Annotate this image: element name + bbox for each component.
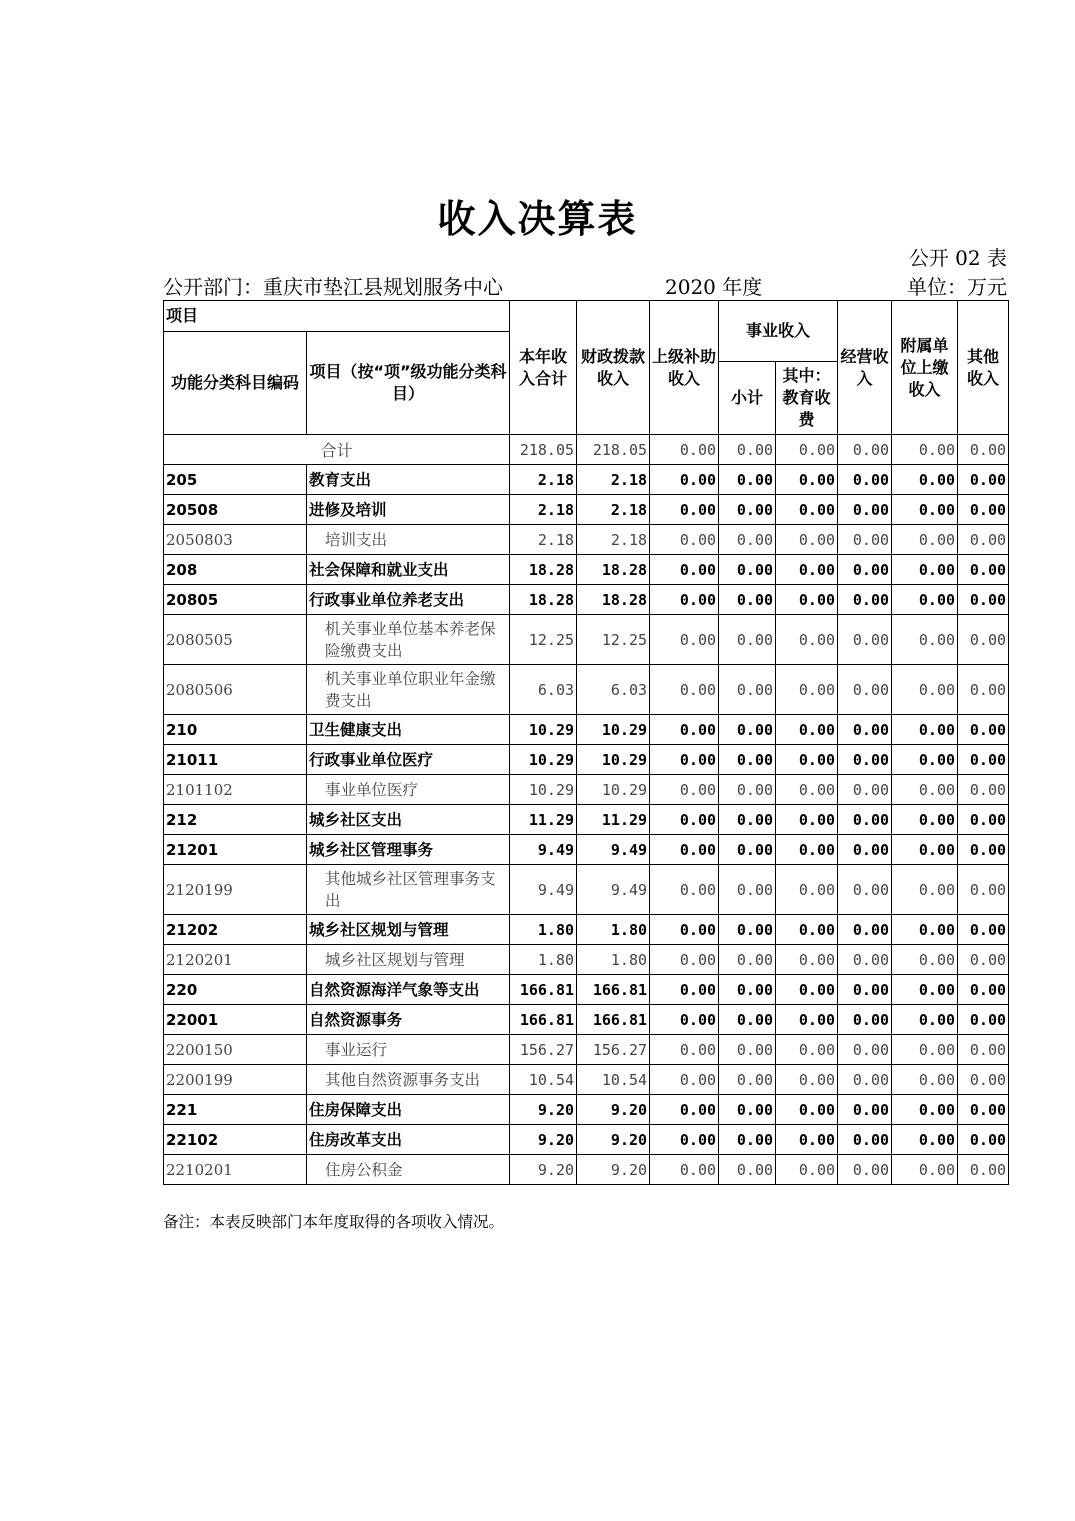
row-edu-fee: 0.00 (776, 1005, 838, 1035)
row-affiliated: 0.00 (892, 865, 958, 915)
row-code: 208 (164, 555, 307, 585)
header-other: 其他收入 (958, 301, 1009, 435)
row-edu-fee: 0.00 (776, 945, 838, 975)
row-superior-subsidy: 0.00 (650, 775, 719, 805)
table-row (164, 1005, 1009, 1035)
row-other: 0.00 (958, 835, 1009, 865)
row-code: 20508 (164, 495, 307, 525)
row-subtotal: 0.00 (719, 865, 776, 915)
row-total-income: 10.29 (510, 775, 577, 805)
row-other: 0.00 (958, 555, 1009, 585)
row-fiscal: 10.29 (577, 745, 650, 775)
row-superior-subsidy: 0.00 (650, 1065, 719, 1095)
row-code: 21011 (164, 745, 307, 775)
table-row (164, 1035, 1009, 1065)
row-other: 0.00 (958, 715, 1009, 745)
row-subtotal: 0.00 (719, 465, 776, 495)
row-fiscal: 10.54 (577, 1065, 650, 1095)
row-name: 自然资源海洋气象等支出 (307, 975, 510, 1005)
row-affiliated: 0.00 (892, 615, 958, 665)
row-name: 其他城乡社区管理事务支出 (307, 865, 510, 915)
row-operating: 0.00 (838, 1035, 892, 1065)
row-edu-fee: 0.00 (776, 585, 838, 615)
row-code: 2200199 (164, 1065, 307, 1095)
row-other: 0.00 (958, 1065, 1009, 1095)
header-total-income: 本年收入合计 (510, 301, 577, 435)
row-fiscal: 166.81 (577, 975, 650, 1005)
row-other: 0.00 (958, 665, 1009, 715)
total-operating: 0.00 (838, 435, 892, 465)
row-edu-fee: 0.00 (776, 805, 838, 835)
row-operating: 0.00 (838, 835, 892, 865)
row-name: 其他自然资源事务支出 (307, 1065, 510, 1095)
row-other: 0.00 (958, 975, 1009, 1005)
row-subtotal: 0.00 (719, 1095, 776, 1125)
table-row (164, 1155, 1009, 1185)
row-other: 0.00 (958, 745, 1009, 775)
row-subtotal: 0.00 (719, 835, 776, 865)
row-operating: 0.00 (838, 665, 892, 715)
row-total-income: 6.03 (510, 665, 577, 715)
row-edu-fee: 0.00 (776, 915, 838, 945)
row-subtotal: 0.00 (719, 745, 776, 775)
row-affiliated: 0.00 (892, 1125, 958, 1155)
table-row (164, 525, 1009, 555)
row-superior-subsidy: 0.00 (650, 975, 719, 1005)
row-operating: 0.00 (838, 1005, 892, 1035)
form-code: 公开 02 表 (908, 246, 1007, 270)
row-edu-fee: 0.00 (776, 835, 838, 865)
row-code: 21201 (164, 835, 307, 865)
row-name: 卫生健康支出 (307, 715, 510, 745)
row-subtotal: 0.00 (719, 1065, 776, 1095)
header-item-name: 项目（按“项”级功能分类科目） (307, 332, 510, 435)
row-superior-subsidy: 0.00 (650, 1095, 719, 1125)
row-code: 2200150 (164, 1035, 307, 1065)
total-total-income: 218.05 (510, 435, 577, 465)
row-other: 0.00 (958, 1095, 1009, 1125)
row-affiliated: 0.00 (892, 585, 958, 615)
row-edu-fee: 0.00 (776, 1095, 838, 1125)
row-fiscal: 2.18 (577, 465, 650, 495)
row-affiliated: 0.00 (892, 975, 958, 1005)
row-total-income: 1.80 (510, 915, 577, 945)
row-other: 0.00 (958, 865, 1009, 915)
row-fiscal: 156.27 (577, 1035, 650, 1065)
total-other: 0.00 (958, 435, 1009, 465)
row-superior-subsidy: 0.00 (650, 615, 719, 665)
header-superior-subsidy: 上级补助收入 (650, 301, 719, 435)
row-superior-subsidy: 0.00 (650, 865, 719, 915)
row-superior-subsidy: 0.00 (650, 745, 719, 775)
row-name: 教育支出 (307, 465, 510, 495)
row-code: 22102 (164, 1125, 307, 1155)
row-superior-subsidy: 0.00 (650, 1035, 719, 1065)
row-name: 城乡社区规划与管理 (307, 915, 510, 945)
row-operating: 0.00 (838, 615, 892, 665)
unit-label: 单位：万元 (907, 275, 1007, 299)
row-edu-fee: 0.00 (776, 1155, 838, 1185)
row-subtotal: 0.00 (719, 495, 776, 525)
row-other: 0.00 (958, 1005, 1009, 1035)
row-edu-fee: 0.00 (776, 495, 838, 525)
table-row (164, 745, 1009, 775)
row-edu-fee: 0.00 (776, 525, 838, 555)
row-code: 2120199 (164, 865, 307, 915)
row-total-income: 2.18 (510, 525, 577, 555)
row-superior-subsidy: 0.00 (650, 805, 719, 835)
row-total-income: 18.28 (510, 555, 577, 585)
row-superior-subsidy: 0.00 (650, 1005, 719, 1035)
row-code: 22001 (164, 1005, 307, 1035)
row-total-income: 2.18 (510, 495, 577, 525)
row-fiscal: 9.20 (577, 1155, 650, 1185)
row-name: 事业单位医疗 (307, 775, 510, 805)
table-row (164, 805, 1009, 835)
row-other: 0.00 (958, 615, 1009, 665)
row-superior-subsidy: 0.00 (650, 465, 719, 495)
table-row (164, 555, 1009, 585)
total-edu-fee: 0.00 (776, 435, 838, 465)
row-operating: 0.00 (838, 555, 892, 585)
row-operating: 0.00 (838, 945, 892, 975)
row-other: 0.00 (958, 915, 1009, 945)
row-superior-subsidy: 0.00 (650, 915, 719, 945)
row-operating: 0.00 (838, 805, 892, 835)
row-subtotal: 0.00 (719, 915, 776, 945)
row-name: 培训支出 (307, 525, 510, 555)
row-operating: 0.00 (838, 1155, 892, 1185)
row-fiscal: 1.80 (577, 945, 650, 975)
table-row (164, 715, 1009, 745)
header-fiscal: 财政拨款收入 (577, 301, 650, 435)
row-affiliated: 0.00 (892, 775, 958, 805)
row-operating: 0.00 (838, 865, 892, 915)
row-name: 住房改革支出 (307, 1125, 510, 1155)
row-operating: 0.00 (838, 585, 892, 615)
header-subtotal: 小计 (719, 362, 776, 435)
row-total-income: 9.20 (510, 1095, 577, 1125)
row-subtotal: 0.00 (719, 585, 776, 615)
row-fiscal: 18.28 (577, 555, 650, 585)
header-edu-fee: 其中：教育收费 (776, 362, 838, 435)
row-superior-subsidy: 0.00 (650, 715, 719, 745)
row-total-income: 1.80 (510, 945, 577, 975)
row-fiscal: 9.49 (577, 865, 650, 915)
row-code: 210 (164, 715, 307, 745)
table-row (164, 975, 1009, 1005)
row-fiscal: 9.20 (577, 1095, 650, 1125)
row-other: 0.00 (958, 525, 1009, 555)
row-superior-subsidy: 0.00 (650, 525, 719, 555)
row-edu-fee: 0.00 (776, 1035, 838, 1065)
row-fiscal: 11.29 (577, 805, 650, 835)
row-operating: 0.00 (838, 745, 892, 775)
row-fiscal: 2.18 (577, 525, 650, 555)
total-fiscal: 218.05 (577, 435, 650, 465)
row-edu-fee: 0.00 (776, 1125, 838, 1155)
row-total-income: 166.81 (510, 975, 577, 1005)
row-name: 城乡社区支出 (307, 805, 510, 835)
row-affiliated: 0.00 (892, 465, 958, 495)
row-other: 0.00 (958, 775, 1009, 805)
row-fiscal: 9.49 (577, 835, 650, 865)
row-subtotal: 0.00 (719, 1155, 776, 1185)
row-code: 2080506 (164, 665, 307, 715)
row-affiliated: 0.00 (892, 835, 958, 865)
row-operating: 0.00 (838, 465, 892, 495)
row-superior-subsidy: 0.00 (650, 1125, 719, 1155)
table-row (164, 585, 1009, 615)
row-name: 城乡社区规划与管理 (307, 945, 510, 975)
row-superior-subsidy: 0.00 (650, 495, 719, 525)
row-affiliated: 0.00 (892, 1035, 958, 1065)
header-business-income: 事业收入 (719, 301, 838, 362)
row-name: 进修及培训 (307, 495, 510, 525)
row-edu-fee: 0.00 (776, 665, 838, 715)
row-fiscal: 6.03 (577, 665, 650, 715)
row-superior-subsidy: 0.00 (650, 945, 719, 975)
row-total-income: 9.20 (510, 1125, 577, 1155)
row-superior-subsidy: 0.00 (650, 1155, 719, 1185)
table-row (164, 615, 1009, 665)
row-fiscal: 166.81 (577, 1005, 650, 1035)
row-name: 行政事业单位养老支出 (307, 585, 510, 615)
row-name: 住房公积金 (307, 1155, 510, 1185)
row-total-income: 9.49 (510, 835, 577, 865)
row-name: 事业运行 (307, 1035, 510, 1065)
row-affiliated: 0.00 (892, 805, 958, 835)
row-operating: 0.00 (838, 495, 892, 525)
row-subtotal: 0.00 (719, 1005, 776, 1035)
row-edu-fee: 0.00 (776, 1065, 838, 1095)
row-operating: 0.00 (838, 1065, 892, 1095)
total-label: 合计 (164, 435, 510, 465)
row-affiliated: 0.00 (892, 1005, 958, 1035)
row-fiscal: 2.18 (577, 495, 650, 525)
row-operating: 0.00 (838, 525, 892, 555)
row-fiscal: 10.29 (577, 715, 650, 745)
table-row (164, 465, 1009, 495)
row-name: 社会保障和就业支出 (307, 555, 510, 585)
row-subtotal: 0.00 (719, 775, 776, 805)
row-total-income: 156.27 (510, 1035, 577, 1065)
row-fiscal: 10.29 (577, 775, 650, 805)
meta-row (163, 271, 1007, 299)
row-subtotal: 0.00 (719, 975, 776, 1005)
row-total-income: 10.54 (510, 1065, 577, 1095)
row-other: 0.00 (958, 1155, 1009, 1185)
row-total-income: 9.49 (510, 865, 577, 915)
row-affiliated: 0.00 (892, 945, 958, 975)
row-edu-fee: 0.00 (776, 555, 838, 585)
row-total-income: 2.18 (510, 465, 577, 495)
table-row (164, 665, 1009, 715)
table-row (164, 915, 1009, 945)
row-name: 机关事业单位职业年金缴费支出 (307, 665, 510, 715)
row-other: 0.00 (958, 945, 1009, 975)
row-other: 0.00 (958, 465, 1009, 495)
row-total-income: 10.29 (510, 745, 577, 775)
row-edu-fee: 0.00 (776, 775, 838, 805)
row-total-income: 12.25 (510, 615, 577, 665)
row-code: 2080505 (164, 615, 307, 665)
row-superior-subsidy: 0.00 (650, 835, 719, 865)
row-fiscal: 9.20 (577, 1125, 650, 1155)
row-edu-fee: 0.00 (776, 465, 838, 495)
income-table (163, 300, 1009, 1185)
department-label: 公开部门：重庆市垫江县规划服务中心 (163, 275, 503, 299)
row-total-income: 166.81 (510, 1005, 577, 1035)
row-code: 20805 (164, 585, 307, 615)
row-name: 机关事业单位基本养老保险缴费支出 (307, 615, 510, 665)
row-code: 2050803 (164, 525, 307, 555)
row-other: 0.00 (958, 1035, 1009, 1065)
total-superior-subsidy: 0.00 (650, 435, 719, 465)
row-fiscal: 12.25 (577, 615, 650, 665)
row-superior-subsidy: 0.00 (650, 665, 719, 715)
row-code: 2120201 (164, 945, 307, 975)
row-subtotal: 0.00 (719, 805, 776, 835)
row-other: 0.00 (958, 495, 1009, 525)
row-total-income: 18.28 (510, 585, 577, 615)
row-affiliated: 0.00 (892, 915, 958, 945)
row-affiliated: 0.00 (892, 1065, 958, 1095)
table-row (164, 1125, 1009, 1155)
row-subtotal: 0.00 (719, 525, 776, 555)
row-edu-fee: 0.00 (776, 615, 838, 665)
row-subtotal: 0.00 (719, 715, 776, 745)
note: 备注：本表反映部门本年度取得的各项收入情况。 (163, 1213, 505, 1231)
row-fiscal: 18.28 (577, 585, 650, 615)
row-subtotal: 0.00 (719, 945, 776, 975)
row-name: 城乡社区管理事务 (307, 835, 510, 865)
row-affiliated: 0.00 (892, 715, 958, 745)
row-operating: 0.00 (838, 1125, 892, 1155)
row-subtotal: 0.00 (719, 1125, 776, 1155)
row-other: 0.00 (958, 805, 1009, 835)
row-operating: 0.00 (838, 915, 892, 945)
row-name: 住房保障支出 (307, 1095, 510, 1125)
row-edu-fee: 0.00 (776, 745, 838, 775)
row-subtotal: 0.00 (719, 555, 776, 585)
row-other: 0.00 (958, 585, 1009, 615)
header-operating: 经营收入 (838, 301, 892, 435)
row-operating: 0.00 (838, 775, 892, 805)
table-row (164, 1065, 1009, 1095)
row-affiliated: 0.00 (892, 525, 958, 555)
row-operating: 0.00 (838, 975, 892, 1005)
header-func-code: 功能分类科目编码 (164, 332, 307, 435)
row-code: 205 (164, 465, 307, 495)
row-edu-fee: 0.00 (776, 715, 838, 745)
total-subtotal: 0.00 (719, 435, 776, 465)
row-affiliated: 0.00 (892, 665, 958, 715)
row-name: 自然资源事务 (307, 1005, 510, 1035)
row-affiliated: 0.00 (892, 555, 958, 585)
row-edu-fee: 0.00 (776, 975, 838, 1005)
row-affiliated: 0.00 (892, 1095, 958, 1125)
header-affiliated: 附属单位上缴收入 (892, 301, 958, 435)
row-subtotal: 0.00 (719, 1035, 776, 1065)
row-code: 221 (164, 1095, 307, 1125)
row-total-income: 9.20 (510, 1155, 577, 1185)
row-superior-subsidy: 0.00 (650, 585, 719, 615)
row-code: 2210201 (164, 1155, 307, 1185)
header-item: 项目 (164, 301, 510, 332)
total-affiliated: 0.00 (892, 435, 958, 465)
page-title: 收入决算表 (437, 197, 638, 241)
total-row (164, 435, 1009, 465)
row-affiliated: 0.00 (892, 495, 958, 525)
row-superior-subsidy: 0.00 (650, 555, 719, 585)
row-affiliated: 0.00 (892, 745, 958, 775)
row-total-income: 11.29 (510, 805, 577, 835)
row-subtotal: 0.00 (719, 665, 776, 715)
row-code: 212 (164, 805, 307, 835)
table-row (164, 865, 1009, 915)
row-other: 0.00 (958, 1125, 1009, 1155)
row-operating: 0.00 (838, 715, 892, 745)
row-code: 220 (164, 975, 307, 1005)
row-code: 21202 (164, 915, 307, 945)
table-row (164, 495, 1009, 525)
row-subtotal: 0.00 (719, 615, 776, 665)
row-edu-fee: 0.00 (776, 865, 838, 915)
row-total-income: 10.29 (510, 715, 577, 745)
row-name: 行政事业单位医疗 (307, 745, 510, 775)
row-code: 2101102 (164, 775, 307, 805)
table-row (164, 1095, 1009, 1125)
table-row (164, 945, 1009, 975)
table-row (164, 835, 1009, 865)
row-operating: 0.00 (838, 1095, 892, 1125)
row-affiliated: 0.00 (892, 1155, 958, 1185)
row-fiscal: 1.80 (577, 915, 650, 945)
table-row (164, 775, 1009, 805)
year-label: 2020 年度 (665, 275, 763, 299)
